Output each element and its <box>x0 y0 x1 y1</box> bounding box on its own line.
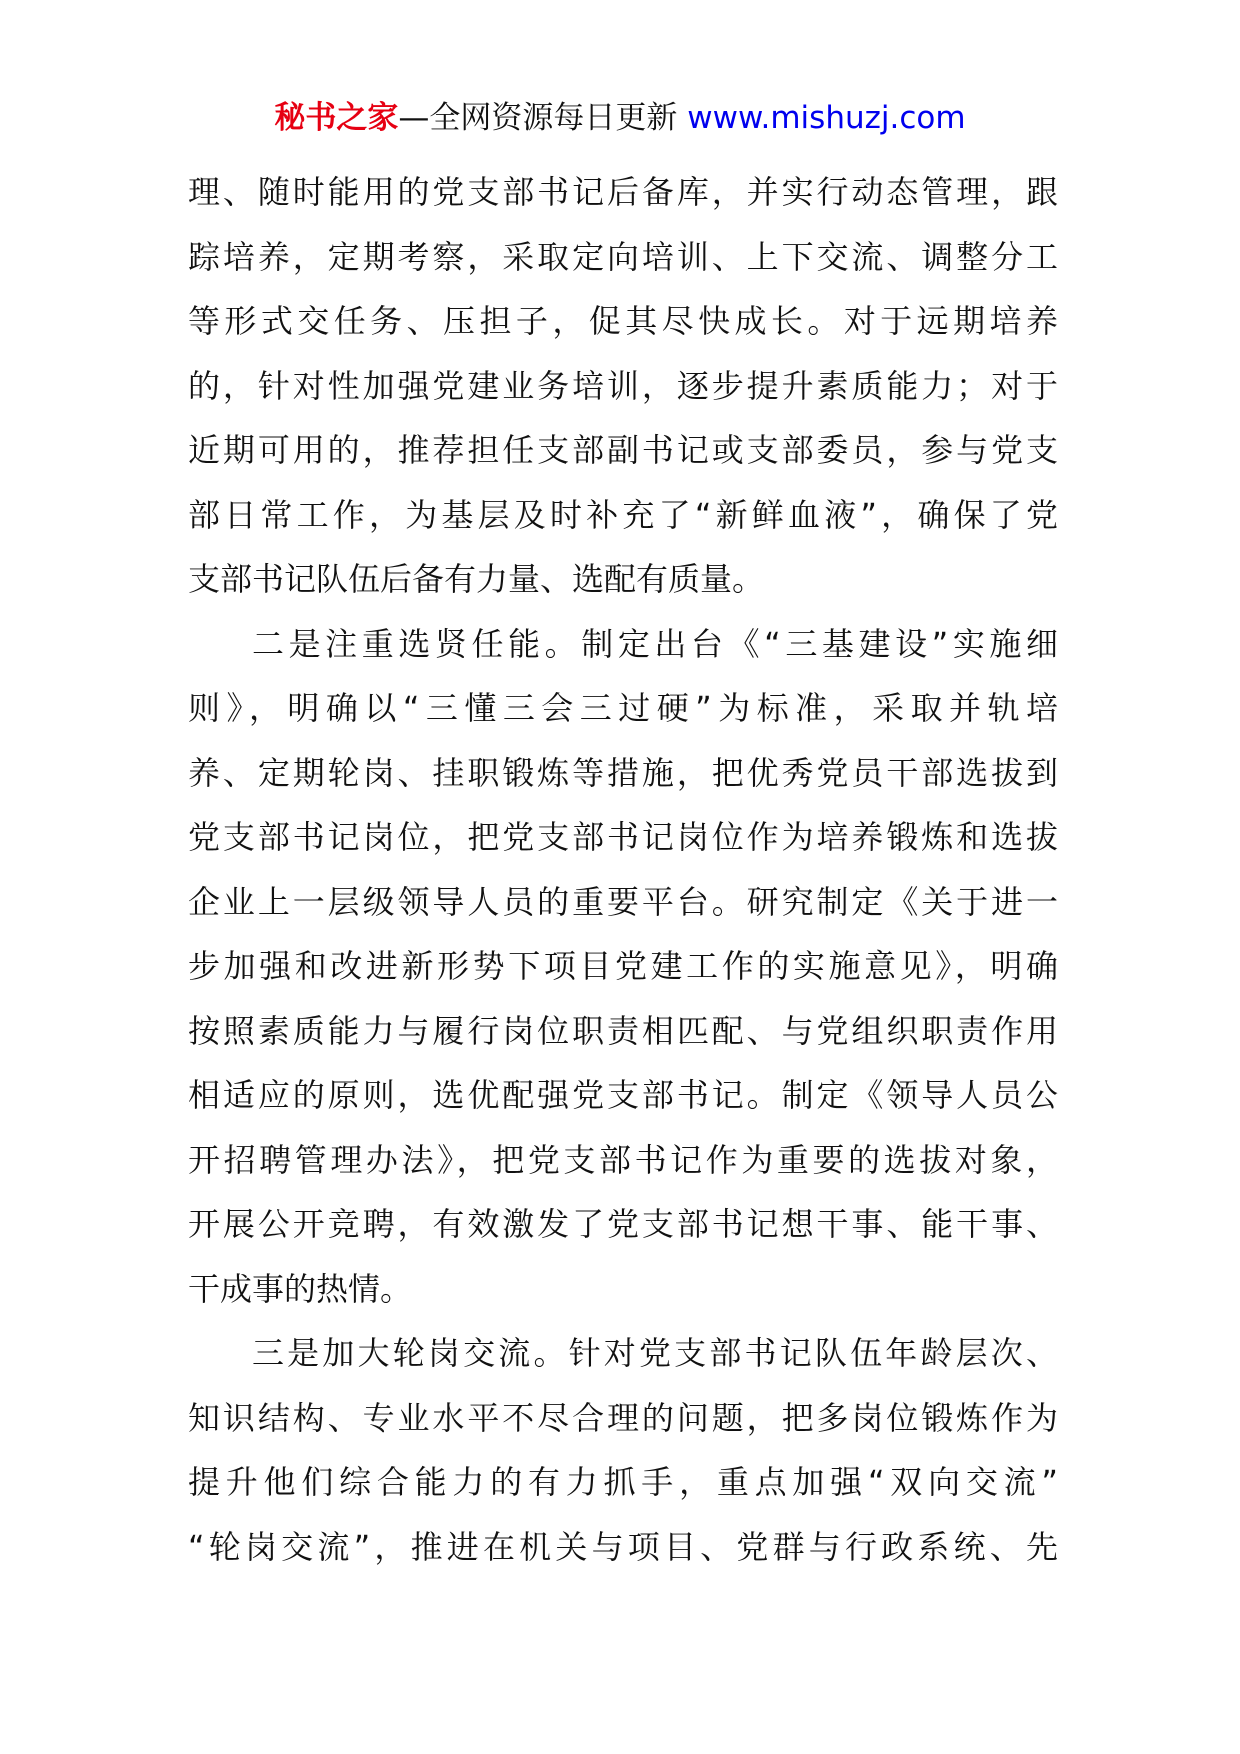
text-line: 支部书记队伍后备有力量、选配有质量。 <box>188 560 765 598</box>
text-line: 开展公开竞聘，有效激发了党支部书记想干事、能干事、 <box>188 1205 1058 1243</box>
text-line: 干成事的热情。 <box>188 1269 413 1308</box>
paragraph <box>188 1321 1058 1579</box>
text-line: 知识结构、专业水平不尽合理的问题，把多岗位锻炼作为 <box>188 1398 1058 1437</box>
text-line: 企业上一层级领导人员的重要平台。研究制定《关于进一 <box>188 882 1058 921</box>
site-tagline: —全网资源每日更新 <box>398 100 678 136</box>
text-line: 按照素质能力与履行岗位职责相匹配、与党组织职责作用 <box>188 1011 1058 1050</box>
paragraph <box>188 160 1058 612</box>
paragraph <box>188 612 1058 1322</box>
text-line: 步加强和改进新形势下项目党建工作的实施意见》，明确 <box>188 947 1058 985</box>
text-line: 开招聘管理办法》，把党支部书记作为重要的选拔对象， <box>188 1140 1058 1179</box>
text-line: 相适应的原则，选优配强党支部书记。制定《领导人员公 <box>188 1076 1058 1114</box>
site-url-link[interactable]: www.mishuzj.com <box>687 100 966 136</box>
text-line: 党支部书记岗位，把党支部书记岗位作为培养锻炼和选拔 <box>188 818 1058 856</box>
text-line: 则》，明确以“三懂三会三过硬”为标准，采取并轨培 <box>188 689 1058 727</box>
text-line: 的，针对性加强党建业务培训，逐步提升素质能力；对于 <box>188 366 1058 405</box>
text-line: 踪培养，定期考察，采取定向培训、上下交流、调整分工 <box>188 237 1058 276</box>
text-line: 等形式交任务、压担子，促其尽快成长。对于远期培养 <box>188 302 1058 340</box>
text-line: 三是加大轮岗交流。针对党支部书记队伍年龄层次、 <box>252 1334 1058 1372</box>
text-line: 部日常工作，为基层及时补充了“新鲜血液”，确保了党 <box>188 495 1058 534</box>
site-brand: 秘书之家 <box>274 100 399 136</box>
text-line: 养、定期轮岗、挂职锻炼等措施，把优秀党员干部选拔到 <box>188 753 1058 792</box>
text-line: 理、随时能用的党支部书记后备库，并实行动态管理，跟 <box>188 173 1058 211</box>
text-line: 近期可用的，推荐担任支部副书记或支部委员，参与党支 <box>188 431 1058 469</box>
site-header <box>0 98 1240 138</box>
text-line: “轮岗交流”，推进在机关与项目、党群与行政系统、先 <box>188 1527 1058 1566</box>
text-line: 提升他们综合能力的有力抓手，重点加强“双向交流” <box>188 1463 1058 1501</box>
document-body <box>188 160 1058 1579</box>
text-line: 二是注重选贤任能。制定出台《“三基建设”实施细 <box>252 624 1058 663</box>
